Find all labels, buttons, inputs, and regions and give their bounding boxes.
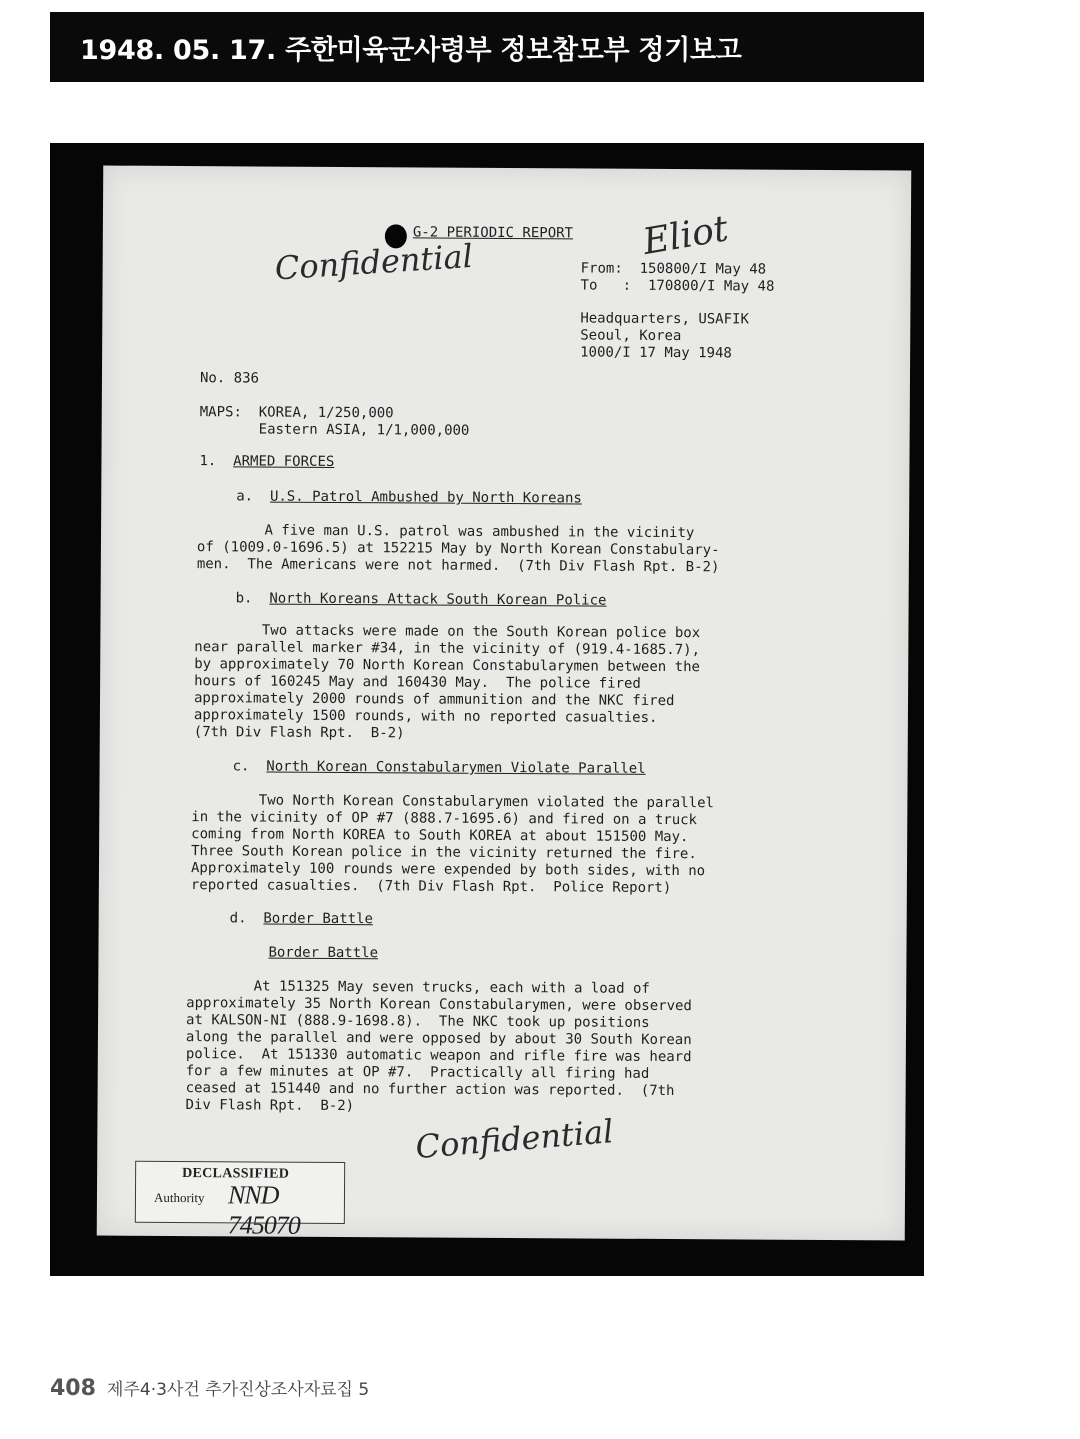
subsection-label: b. [235, 590, 270, 607]
stamp-authority-label: Authority [153, 1189, 205, 1206]
subsection-title: U.S. Patrol Ambushed by North Koreans [269, 488, 582, 507]
book-title: 제주4·3사건 추가진상조사자료집 5 [107, 1380, 370, 1400]
handwritten-initials: Eliot [640, 208, 732, 263]
document-sheet [97, 166, 912, 1241]
section-heading [199, 453, 334, 471]
subsection-label: c. [232, 758, 267, 775]
stamp-title: DECLASSIFIED [182, 1166, 290, 1182]
paragraph-d: At 151325 May seven trucks, each with a load of approximately 35 North Korean Constabularymen, were observed at KALSON-NI (888.9-1698.8). The NKC took up positions along the parallel and were opposed by about 30 South Korean police. At 151330 automatic weapon and rifle fire was heard for a few minutes at OP #7. Practically all firing had ceased at 151440 and no further action was reported. (7th Div Flash Rpt. B-2) [185, 978, 692, 1115]
page-footer [50, 1375, 369, 1401]
subsection-title: North Korean Constabularymen Violate Parallel [266, 758, 646, 777]
report-title: G-2 PERIODIC REPORT [412, 224, 574, 242]
paragraph-c: Two North Korean Constabularymen violated the parallel in the vicinity of OP #7 (888.7-1695.6) and fired on a truck coming from North KOREA to South KOREA at about 151500 May. Three South Korean police in the vicinity returned the fire. Approximately 100 rounds were expended by both sides, with no reported casualties. (7th Div Flash Rpt. Police Report) [190, 792, 715, 897]
stamp-authority-value: NND 745070 [227, 1180, 300, 1240]
subsection-c-heading [233, 758, 646, 778]
paragraph-b: Two attacks were made on the South Korean police box near parallel marker #34, in the vicinity of (919.4-1685.7), by approximately 70 North Korean Constabularymen between the hours of 160245 May and 160430 May. The police fired approximately 2000 rounds of ammunition and the NKC fired approximately 1500 rounds, with no reported casualties. (7th Div Flash Rpt. B-2) [193, 622, 701, 742]
subsection-d-repeat-title: Border Battle [268, 944, 379, 962]
subsection-title: Border Battle [263, 910, 374, 928]
handwritten-confidential-bottom: Confidential [414, 1112, 615, 1167]
subsection-title: North Koreans Attack South Korean Police [269, 590, 607, 609]
subsection-label: a. [236, 488, 271, 505]
section-number: 1. [199, 453, 234, 470]
subsection-a-heading [236, 488, 582, 507]
page-number: 408 [50, 1376, 96, 1401]
subsection-label: d. [229, 910, 264, 927]
document-photo [50, 143, 924, 1276]
maps-block: MAPS: KOREA, 1/250,000 Eastern ASIA, 1/1,000,000 [199, 404, 470, 439]
headquarters-block: Headquarters, USAFIK Seoul, Korea 1000/I 17 May 1948 [580, 310, 749, 362]
handwritten-confidential-top: Confidential [273, 236, 474, 288]
subsection-b-heading [236, 590, 607, 609]
page-title: 1948. 05. 17. 주한미육군사령부 정보참모부 정기보고 [50, 12, 924, 82]
paragraph-a: A five man U.S. patrol was ambushed in the vicinity of (1009.0-1696.5) at 152215 May by North Korean Constabulary- men. The Americans were not harmed. (7th Div Flash Rpt. B-2) [196, 522, 720, 576]
subsection-d-heading [230, 910, 373, 928]
report-number: No. 836 [199, 370, 260, 387]
from-to-block: From: 150800/I May 48 To : 170800/I May 48 [580, 260, 775, 295]
section-title: ARMED FORCES [233, 453, 335, 470]
declassified-stamp [135, 1161, 345, 1240]
